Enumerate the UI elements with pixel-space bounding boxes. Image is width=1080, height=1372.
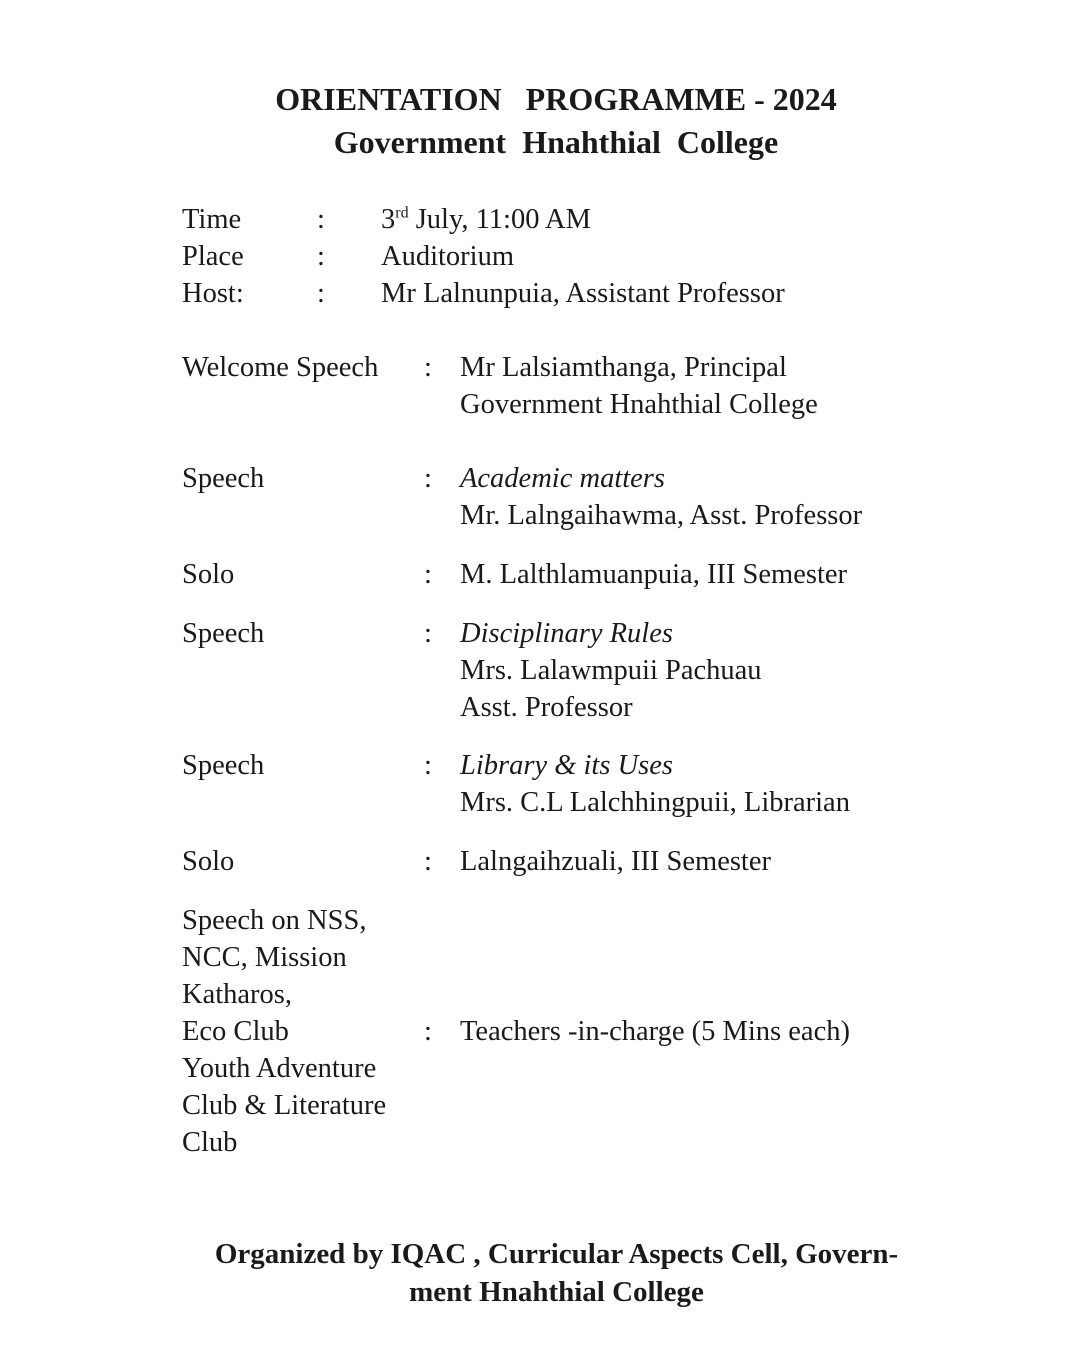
solo-2-colon: :: [424, 846, 432, 877]
speech-1-speaker: Mr. Lalngaihawma, Asst. Professor: [460, 500, 863, 531]
speech-3-label: Speech: [182, 750, 265, 781]
college-name: Government Hnahthial College: [333, 124, 779, 160]
time-rest: July, 11:00 AM: [408, 204, 591, 235]
host-label: Host:: [182, 278, 244, 309]
speech-1-colon: :: [424, 463, 432, 494]
clubs-label-line: Eco Club: [182, 1016, 289, 1047]
time-value: [381, 201, 591, 238]
welcome-speaker: Mr Lalsiamthanga, Principal: [460, 352, 787, 383]
clubs-label-line: Club & Literature: [182, 1090, 387, 1121]
solo-1-performer: M. Lalthlamuanpuia, III Semester: [460, 559, 848, 590]
speech-1-topic: Academic matters: [460, 463, 665, 494]
place-value: Auditorium: [381, 241, 514, 272]
solo-1-colon: :: [424, 559, 432, 590]
clubs-value: Teachers -in-charge (5 Mins each): [460, 1016, 850, 1047]
welcome-speech-label: Welcome Speech: [182, 352, 379, 383]
solo-1-label: Solo: [182, 559, 235, 590]
welcome-speech-colon: :: [424, 352, 432, 383]
page-title: ORIENTATION PROGRAMME - 2024: [275, 81, 837, 117]
clubs-label-line: Katharos,: [182, 979, 293, 1010]
speech-2-speaker-designation: Asst. Professor: [460, 692, 633, 723]
clubs-label-line: Youth Adventure: [182, 1053, 377, 1084]
organizer-line-1: Organized by IQAC , Curricular Aspects Cell, Govern-: [214, 1238, 899, 1270]
clubs-colon: :: [424, 1016, 432, 1047]
speech-2-topic: Disciplinary Rules: [460, 618, 673, 649]
welcome-speaker-institution: Government Hnahthial College: [460, 389, 818, 420]
solo-2-performer: Lalngaihzuali, III Semester: [460, 846, 771, 877]
speech-1-label: Speech: [182, 463, 265, 494]
clubs-label-line: Speech on NSS,: [182, 905, 367, 936]
time-day-suffix: rd: [395, 204, 409, 222]
time-colon: :: [317, 204, 325, 235]
time-label: Time: [182, 204, 242, 235]
host-value: Mr Lalnunpuia, Assistant Professor: [381, 278, 785, 309]
speech-2-colon: :: [424, 618, 432, 649]
speech-2-label: Speech: [182, 618, 265, 649]
place-label: Place: [182, 241, 244, 272]
speech-3-topic: Library & its Uses: [460, 750, 673, 781]
time-day: 3: [381, 204, 396, 235]
speech-3-colon: :: [424, 750, 432, 781]
speech-2-speaker: Mrs. Lalawmpuii Pachuau: [460, 655, 762, 686]
clubs-label-line: NCC, Mission: [182, 942, 347, 973]
clubs-label-line: Club: [182, 1127, 238, 1158]
place-colon: :: [317, 241, 325, 272]
organizer-line-2: ment Hnahthial College: [409, 1276, 704, 1308]
host-colon: :: [317, 278, 325, 309]
speech-3-speaker: Mrs. C.L Lalchhingpuii, Librarian: [460, 787, 850, 818]
solo-2-label: Solo: [182, 846, 235, 877]
